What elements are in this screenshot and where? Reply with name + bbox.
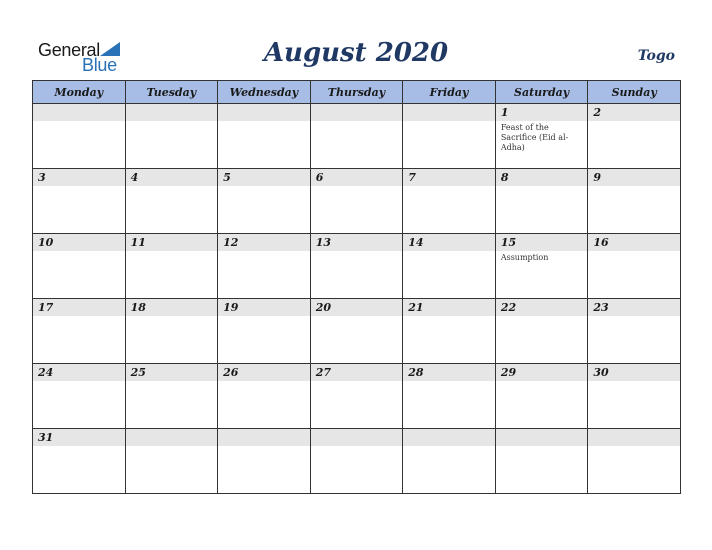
day-cell xyxy=(495,429,588,494)
holiday-label: Assumption xyxy=(500,253,549,262)
country-label: Togo xyxy=(637,48,675,64)
day-cell xyxy=(588,364,681,429)
day-cell xyxy=(588,104,681,169)
day-cell xyxy=(403,104,496,169)
day-cell xyxy=(495,104,588,169)
day-cell xyxy=(495,169,588,234)
day-number: 15 xyxy=(496,234,588,251)
day-number: 23 xyxy=(588,299,680,316)
day-cell xyxy=(310,299,403,364)
weekday-header: Monday xyxy=(33,81,126,104)
day-cell xyxy=(588,299,681,364)
day-number: 7 xyxy=(403,169,495,186)
day-cell xyxy=(310,104,403,169)
day-number: 9 xyxy=(588,169,680,186)
week-row xyxy=(33,234,681,299)
calendar-grid xyxy=(32,80,681,494)
day-number: 12 xyxy=(218,234,310,251)
weekday-header-row xyxy=(33,81,681,104)
day-number: 18 xyxy=(126,299,218,316)
day-cell xyxy=(33,429,126,494)
day-number: 28 xyxy=(403,364,495,381)
day-number: 8 xyxy=(496,169,588,186)
day-number: 29 xyxy=(496,364,588,381)
day-cell xyxy=(495,299,588,364)
weekday-header: Thursday xyxy=(310,81,403,104)
day-number xyxy=(403,104,495,121)
day-number xyxy=(126,429,218,446)
day-cell xyxy=(125,104,218,169)
day-number: 19 xyxy=(218,299,310,316)
day-cell xyxy=(218,169,311,234)
day-number: 14 xyxy=(403,234,495,251)
day-number: 4 xyxy=(126,169,218,186)
day-cell xyxy=(125,299,218,364)
day-number: 25 xyxy=(126,364,218,381)
day-number: 24 xyxy=(33,364,125,381)
day-cell xyxy=(310,234,403,299)
day-cell xyxy=(33,234,126,299)
week-row xyxy=(33,429,681,494)
day-number xyxy=(218,104,310,121)
day-number: 31 xyxy=(33,429,125,446)
day-number: 5 xyxy=(218,169,310,186)
page-title: August 2020 xyxy=(263,38,449,68)
day-cell xyxy=(125,364,218,429)
day-cell xyxy=(403,429,496,494)
day-cell xyxy=(403,364,496,429)
weekday-header: Tuesday xyxy=(125,81,218,104)
day-cell xyxy=(125,429,218,494)
logo-general-text: General xyxy=(38,40,100,60)
holiday-label: Feast of the Sacrifice (Eid al-Adha) xyxy=(500,123,569,152)
day-cell xyxy=(588,429,681,494)
day-number xyxy=(403,429,495,446)
day-number: 21 xyxy=(403,299,495,316)
day-number: 6 xyxy=(311,169,403,186)
day-number: 2 xyxy=(588,104,680,121)
day-cell xyxy=(495,364,588,429)
day-number: 27 xyxy=(311,364,403,381)
day-cell xyxy=(588,169,681,234)
day-cell xyxy=(125,234,218,299)
day-number: 11 xyxy=(126,234,218,251)
day-cell xyxy=(403,299,496,364)
day-cell xyxy=(125,169,218,234)
day-cell xyxy=(403,169,496,234)
day-cell xyxy=(33,169,126,234)
day-cell xyxy=(403,234,496,299)
day-cell xyxy=(218,429,311,494)
day-number: 1 xyxy=(496,104,588,121)
week-row xyxy=(33,299,681,364)
day-number xyxy=(496,429,588,446)
day-cell xyxy=(33,299,126,364)
weekday-header: Saturday xyxy=(495,81,588,104)
day-cell xyxy=(33,104,126,169)
day-number: 13 xyxy=(311,234,403,251)
week-row xyxy=(33,169,681,234)
day-number xyxy=(126,104,218,121)
day-cell xyxy=(218,104,311,169)
day-cell xyxy=(218,299,311,364)
day-cell xyxy=(310,429,403,494)
day-cell xyxy=(310,364,403,429)
day-number: 10 xyxy=(33,234,125,251)
day-number xyxy=(588,429,680,446)
day-cell xyxy=(218,364,311,429)
weekday-header: Wednesday xyxy=(218,81,311,104)
day-number: 3 xyxy=(33,169,125,186)
logo-blue-text: Blue xyxy=(82,55,117,75)
day-number xyxy=(33,104,125,121)
day-number xyxy=(311,104,403,121)
day-cell xyxy=(218,234,311,299)
day-cell xyxy=(310,169,403,234)
day-number: 17 xyxy=(33,299,125,316)
day-number: 22 xyxy=(496,299,588,316)
day-cell xyxy=(495,234,588,299)
day-cell xyxy=(33,364,126,429)
week-row xyxy=(33,364,681,429)
day-number xyxy=(218,429,310,446)
week-row xyxy=(33,104,681,169)
weekday-header: Friday xyxy=(403,81,496,104)
day-number xyxy=(311,429,403,446)
day-number: 20 xyxy=(311,299,403,316)
calendar-body xyxy=(33,104,681,494)
day-number: 30 xyxy=(588,364,680,381)
day-cell xyxy=(588,234,681,299)
day-number: 16 xyxy=(588,234,680,251)
day-number: 26 xyxy=(218,364,310,381)
weekday-header: Sunday xyxy=(588,81,681,104)
